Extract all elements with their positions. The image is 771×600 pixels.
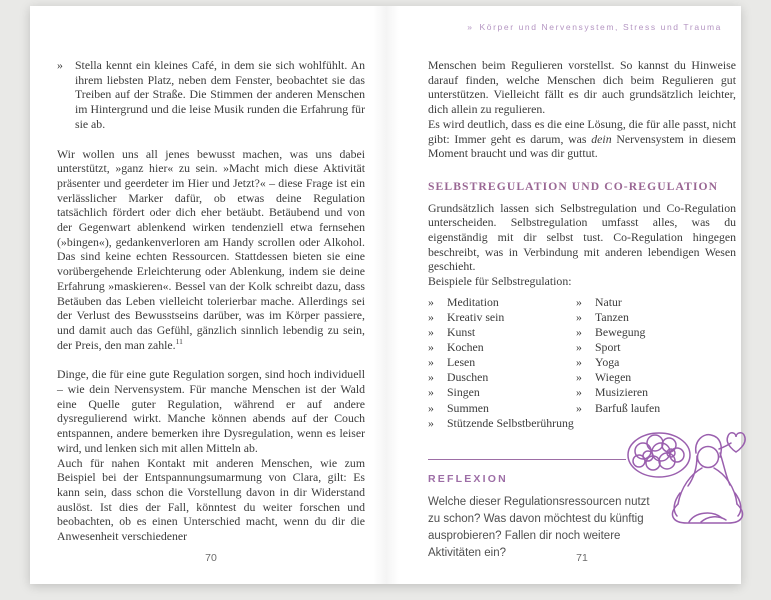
meditation-illustration — [623, 427, 750, 547]
chevron-bullet: » — [428, 400, 434, 415]
chevron-bullet: » — [576, 355, 582, 370]
chevron-bullet: » — [57, 58, 63, 72]
bullet-list-col2 — [576, 295, 660, 431]
reflexion-divider — [428, 459, 626, 460]
footnote-ref: 11 — [175, 336, 183, 346]
page-number-left: 70 — [205, 552, 217, 564]
list-item: » Kreativ sein — [428, 309, 505, 324]
list-item: » Yoga — [576, 355, 620, 370]
list-item: » Tanzen — [576, 309, 629, 324]
list-item: » Bewegung — [576, 325, 646, 340]
quote-text: Stella kennt ein kleines Café, in dem sie sich wohlfühlt. An ihrem liebsten Platz, neben dem Fenster, beobachtet sie das Treiben auf der Straße. Die Stimmen der anderen Menschen im Hintergrund und die leise Musik runden die Erfahrung für sie ab. — [75, 58, 365, 131]
paragraph: Es wird deutlich, dass es die eine Lösung, die für alle passt, nicht gibt: Immer geht es darum, was dein Nervensystem in diesem Moment braucht und was dir guttut. — [428, 116, 736, 161]
bullet-list-columns — [428, 295, 736, 431]
list-item: » Duschen — [428, 370, 489, 385]
chevron-bullet: » — [576, 400, 582, 415]
paragraph-group — [428, 58, 736, 161]
chevron-bullet: » — [576, 385, 582, 400]
running-head — [428, 22, 736, 32]
paragraph-group — [428, 201, 736, 289]
chevron-marker: » — [467, 22, 474, 32]
list-label: Beispiele für Selbstregulation: — [428, 274, 572, 289]
paragraph: Auch für nahen Kontakt mit anderen Menschen, wie zum Beispiel bei der Entspannungsumarmung von Clara, gilt: Es kann sein, dass schon die Vorstellung davon in dir Widerstand auslöst. Ist dies der Fall, könntest du weiter forschen und beobachten, ob es einen Unterschied macht, wenn du dir die Anwesenheit verschiedener — [57, 455, 365, 544]
list-item: » Stützende Selbstberührung — [428, 415, 574, 430]
list-item: » Sport — [576, 340, 621, 355]
page-right — [428, 58, 736, 562]
chevron-bullet: » — [428, 355, 434, 370]
book-spread — [30, 6, 741, 584]
paragraph-group — [57, 367, 365, 543]
paragraph: Dinge, die für eine gute Regulation sorgen, sind hoch individuell – wie dein Nervensystem. Für manche Menschen ist der Wald eine Quelle guter Regulation, während er auf andere dysregulierend wirkt. Manche können abends auf der Couch entspannen, andere bemerken ihre Dysregulation, wenn es leiser wird, und lenken sich mit allen Mitteln ab. — [57, 367, 365, 455]
list-item: » Lesen — [428, 355, 476, 370]
chevron-bullet: » — [428, 294, 434, 309]
section-heading: SELBSTREGULATION UND CO-REGULATION — [428, 179, 719, 193]
chevron-bullet: » — [576, 370, 582, 385]
chevron-bullet: » — [428, 415, 434, 430]
chevron-bullet: » — [428, 370, 434, 385]
reflexion-text: Welche dieser Regulationsressourcen nutzt zu schon? Was davon möchtest du künftig ausprobieren? Fallen dir noch weitere Aktivitäten ein? — [428, 496, 650, 560]
chevron-bullet: » — [576, 309, 582, 324]
bullet-list-col1 — [428, 295, 576, 431]
thought-scribble-icon — [628, 433, 690, 477]
chevron-bullet: » — [576, 340, 582, 355]
list-item: » Summen — [428, 400, 489, 415]
list-item: » Kunst — [428, 325, 476, 340]
reflexion-box — [428, 459, 736, 563]
heart-icon — [727, 432, 745, 451]
paragraph: Grundsätzlich lassen sich Selbstregulation und Co-Regulation unterscheiden. Selbstregulation umfasst alles, was du eigenständig mit dir selbst tust. Co-Regulation hingegen beschreibt, was in Verbindung mit anderen lebendigen Wesen geschieht. — [428, 200, 736, 274]
list-item: » Meditation — [428, 294, 499, 309]
emphasized-word: dein — [591, 131, 612, 146]
paragraph: Wir wollen uns all jenes bewusst machen, was uns dabei unterstützt, »ganz hier« zu sein. »Macht mich diese Aktivität präsenter und geerdeter im Hier und Jetzt?« – diese Frage ist ein verlässlicher Marker dafür, ob etwas deine Regulation tatsächlich fördert oder dich eher betäubt. Betäubend und von der Gegenwart ablenkend wirken tendenziell etwa fernsehen (»bingen«), gedankenverloren am Handy scrollen oder Alkohol. Das sind keine echten Ressourcen. Stattdessen bieten sie eine vorübergehende Erleichterung oder Ablenkung, indem sie deine Erfahrung »maskieren«. Bessel van der Kolk schreibt dazu, dass Betäuben das Leben vielleicht tolerierbar mache. Allerdings sei der Verlust des Bewusstseins darüber, was im Körper passiere, und damit auch das Gefühl, gänzlich sinnlich lebendig zu sein, der Preis, den man zahle.$^{11}$ — [57, 146, 365, 352]
list-item: » Natur — [576, 294, 622, 309]
list-item: » Musizieren — [576, 385, 649, 400]
body-quote — [57, 58, 365, 132]
running-head-title: Körper und Nervensystem, Stress und Trauma — [479, 22, 722, 32]
chevron-bullet: » — [428, 325, 434, 340]
list-item: » Wiegen — [576, 370, 632, 385]
chevron-bullet: » — [428, 340, 434, 355]
list-item: » Kochen — [428, 340, 484, 355]
reflexion-heading: REFLEXION — [428, 472, 508, 485]
chevron-bullet: » — [428, 309, 434, 324]
page-left — [57, 58, 365, 544]
page-gutter — [373, 6, 399, 584]
paragraph: Menschen beim Regulieren vorstellst. So kannst du Hinweise darauf finden, welche Menschen dich beim Regulieren gut unterstützen. Vielleicht fällt es dir auch grundsätzlich leichter, dich allein zu regulieren. — [428, 58, 736, 117]
chevron-bullet: » — [428, 385, 434, 400]
chevron-bullet: » — [576, 325, 582, 340]
chevron-bullet: » — [576, 294, 582, 309]
page-number-right: 71 — [576, 552, 588, 564]
list-item: » Barfuß laufen — [576, 400, 661, 415]
list-item: » Singen — [428, 385, 480, 400]
